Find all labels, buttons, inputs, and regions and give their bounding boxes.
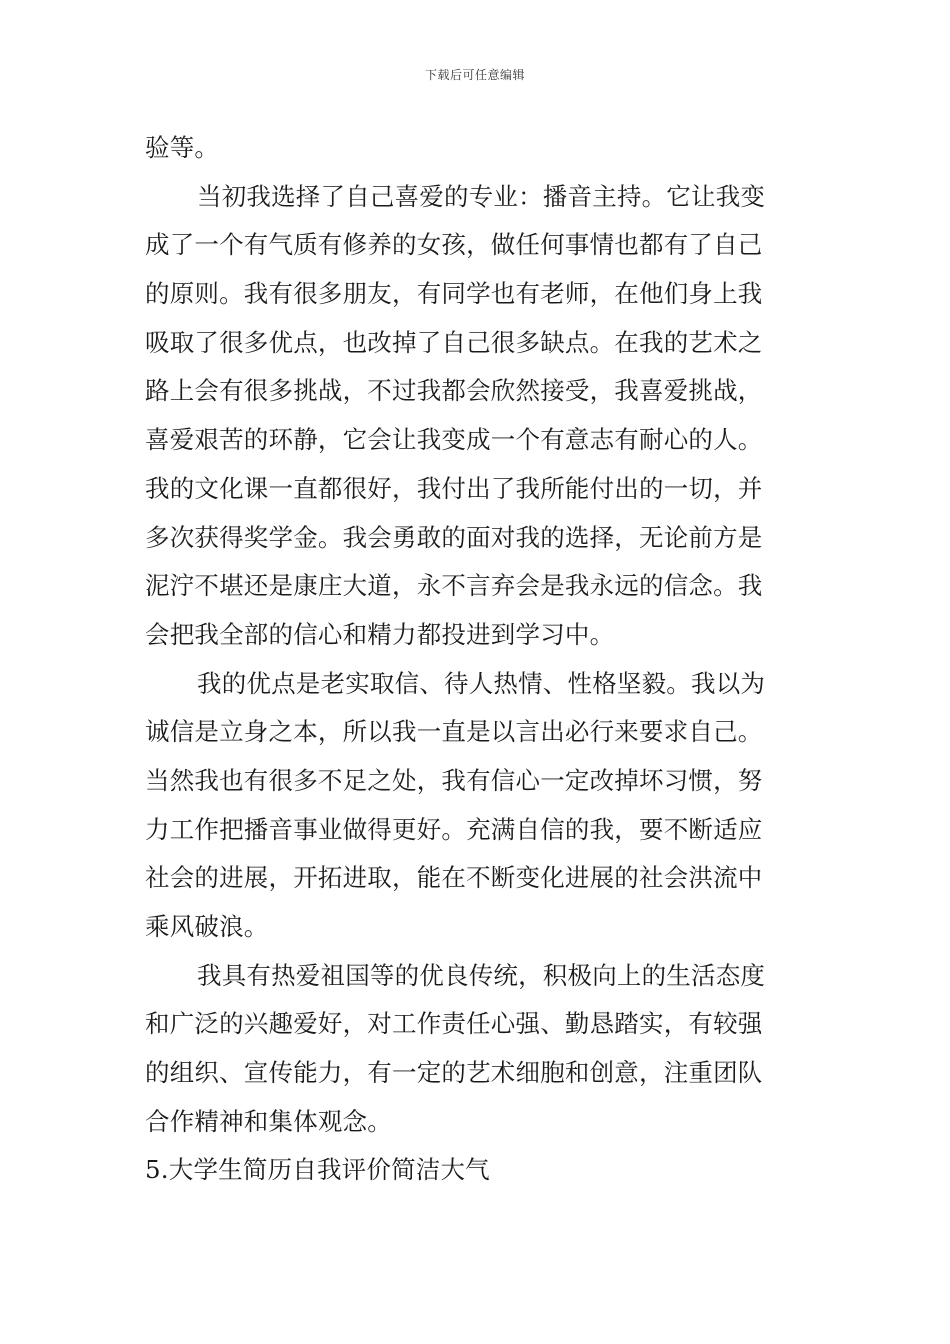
paragraph-start-line: 当初我选择了自己喜爱的专业：播音主持。它让我变 <box>197 181 766 211</box>
text-line: 泥泞不堪还是康庄大道，永不言弃会是我永远的信念。我 <box>145 571 763 601</box>
text-line: 力工作把播音事业做得更好。充满自信的我，要不断适应 <box>145 814 763 844</box>
paragraph-start-line: 我具有热爱祖国等的优良传统，积极向上的生活态度 <box>197 960 766 990</box>
text-line: 乘风破浪。 <box>145 912 269 941</box>
text-line: 当然我也有很多不足之处，我有信心一定改掉坏习惯，努 <box>145 765 763 795</box>
text-line: 成了一个有气质有修养的女孩，做任何事情也都有了自己 <box>145 230 763 260</box>
text-line: 和广泛的兴趣爱好，对工作责任心强、勤恳踏实，有较强 <box>145 1009 763 1039</box>
text-line: 的原则。我有很多朋友，有同学也有老师，在他们身上我 <box>145 279 763 309</box>
text-line: 路上会有很多挑战，不过我都会欣然接受，我喜爱挑战， <box>145 376 763 406</box>
text-line: 喜爱艰苦的环静，它会让我变成一个有意志有耐心的人。 <box>145 425 763 455</box>
text-line: 吸取了很多优点，也改掉了自己很多缺点。在我的艺术之 <box>145 327 763 357</box>
text-line: 的组织、宣传能力，有一定的艺术细胞和创意，注重团队 <box>145 1058 763 1088</box>
text-line: 会把我全部的信心和精力都投进到学习中。 <box>145 619 615 649</box>
text-line: 诚信是立身之本，所以我一直是以言出必行来要求自己。 <box>145 717 763 747</box>
text-line: 验等。 <box>145 133 220 162</box>
paragraph-start-line: 我的优点是老实取信、待人热情、性格坚毅。我以为 <box>197 668 766 698</box>
page-header: 下载后可任意编辑 <box>424 68 525 82</box>
document-body <box>145 124 810 1195</box>
text-line: 多次获得奖学金。我会勇敢的面对我的选择，无论前方是 <box>145 522 763 552</box>
section-heading: 5.大学生简历自我评价简洁大气 <box>145 1155 490 1185</box>
text-line: 合作精神和集体观念。 <box>145 1106 392 1136</box>
text-line: 社会的进展，开拓进取，能在不断变化进展的社会洪流中 <box>145 863 763 893</box>
text-line: 我的文化课一直都很好，我付出了我所能付出的一切，并 <box>145 473 763 503</box>
